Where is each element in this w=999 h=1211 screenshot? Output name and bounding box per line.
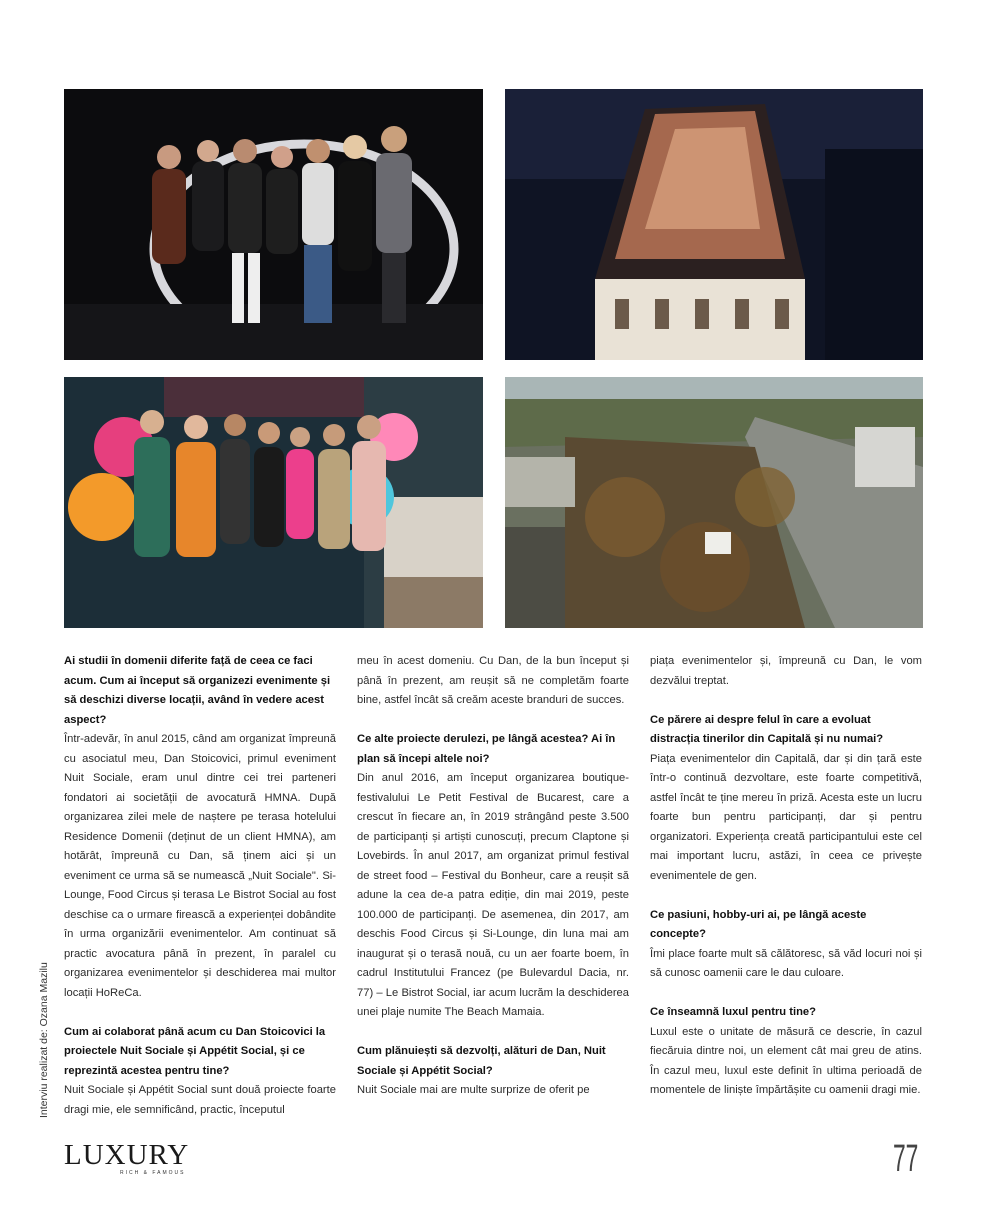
festival-aerial-daytime-photo (505, 377, 923, 628)
page-number: 77 (893, 1138, 919, 1180)
article-column-2 (357, 652, 629, 1101)
interview-answer: Piața evenimentelor din Capitală, dar și din țară este într-o continuă dezvoltare, este foarte competitivă, astfel încât te ține mereu în priză. Acesta este un lucru foarte bun pentru participanți, dar și pentru organizatori. Experiența creată participantului este cel mai important lucru, astăzi, în ceea ce privește evenimentele de gen. (650, 752, 922, 882)
interview-question: Ai studii în domenii diferite față de ceea ce faci acum. Cum ai început să organizezi evenimente și să deschizi diverse locații, având în vedere acest aspect? (64, 655, 331, 726)
interview-question: Cum plănuiești să dezvolți, alături de Dan, Nuit Sociale și Appétit Social? (357, 1045, 606, 1077)
paragraph-spacer (650, 691, 922, 711)
paragraph-spacer (650, 984, 922, 1004)
paragraph-spacer (357, 1023, 629, 1043)
interview-question: Ce părere ai despre felul în care a evoluat distracția tinerilor din Capitală și nu numai? (650, 713, 884, 745)
paragraph-spacer (650, 886, 922, 906)
group-portrait-balloons-photo (64, 377, 483, 628)
interview-question: Ce înseamnă luxul pentru tine? (650, 1006, 816, 1018)
interview-answer: meu în acest domeniu. Cu Dan, de la bun început și până în prezent, am reușit să ne completăm foarte bine, astfel încât să creăm aceste branduri de succes. (357, 655, 629, 706)
magazine-logo: LUXURY (64, 1139, 190, 1171)
rooftop-terrace-night-aerial-photo (505, 89, 923, 360)
interview-answer: Nuit Sociale și Appétit Social sunt două proiecte foarte dragi mie, ele semnificând, practic, începutul (64, 1084, 336, 1116)
interview-answer: Din anul 2016, am început organizarea boutique-festivalului Le Petit Festival de Bucarest, care a crescut în fiecare an, în 2019 strângând peste 3.500 de participanți și artiști cunoscuți, precum Claptone și Lovebirds. În anul 2017, am organizat primul festival de street food – Festival du Bonheur, care a reușit să adune la cea de-a patra ediție, din mai 2019, peste 100.000 de participanți. De asemenea, din 2017, am deschis Food Circus și Si-Lounge, din luna mai am inaugurat și o terasă nouă, cu un aer foarte boem, în cadrul Institutului Francez (pe Bulevardul Dacia, nr. 77) – Le Bistrot Social, iar acum lucrăm la deschiderea unei plaje numite The Beach Mamaia. (357, 772, 629, 1018)
paragraph-spacer (357, 711, 629, 731)
paragraph-spacer (64, 1003, 336, 1023)
interview-answer: Îmi place foarte mult să călătoresc, să văd locuri noi și să cunosc oamenii care le dau culoare. (650, 947, 922, 979)
group-portrait-stage-photo (64, 89, 483, 360)
interview-question: Cum ai colaborat până acum cu Dan Stoicovici la proiectele Nuit Sociale și Appétit Social, și ce reprezintă acestea pentru tine? (64, 1025, 326, 1077)
interview-answer: Nuit Sociale mai are multe surprize de oferit pe (357, 1084, 590, 1096)
interview-answer: Luxul este o unitate de măsură ce descrie, în cazul fiecăruia dintre noi, un element cât mai greu de atins. În cazul meu, luxul este definit în ultima perioadă de momentele de liniște împărtășite cu oamenii dragi mie. (650, 1025, 922, 1096)
magazine-logo-subtitle: RICH & FAMOUS (120, 1170, 186, 1176)
interview-credit: Interviu realizat de: Ozana Mazilu (38, 962, 50, 1118)
article-column-3 (650, 652, 922, 1101)
interview-question: Ce pasiuni, hobby-uri ai, pe lângă aceste concepte? (650, 908, 867, 940)
article-column-1 (64, 652, 336, 1120)
interview-answer: Într-adevăr, în anul 2015, când am organizat împreună cu asociatul meu, Dan Stoicovici, primul eveniment Nuit Sociale, eram unul dintre cei trei parteneri fondatori ai societății de avocatură HMNA. După organizarea zilei mele de naștere pe terasa hotelului Residence Domenii (deținut de un client HMNA), am hotărât, împreună cu Dan, să ținem aici și un eveniment ce urma să se numească „Nuit Sociale". Si-Lounge, Food Circus și terasa Le Bistrot Social au fost deschise ca o urmare firească a experienței dobândite în urma organizării evenimentelor. Am continuat să practic avocatura până în prezent, în paralel cu organizarea evenimentelor și deschiderea mai multor locații HoReCa. (64, 733, 336, 999)
interview-question: Ce alte proiecte derulezi, pe lângă acestea? Ai în plan să începi altele noi? (357, 733, 616, 765)
interview-answer: piața evenimentelor și, împreună cu Dan, le vom dezvălui treptat. (650, 655, 922, 687)
